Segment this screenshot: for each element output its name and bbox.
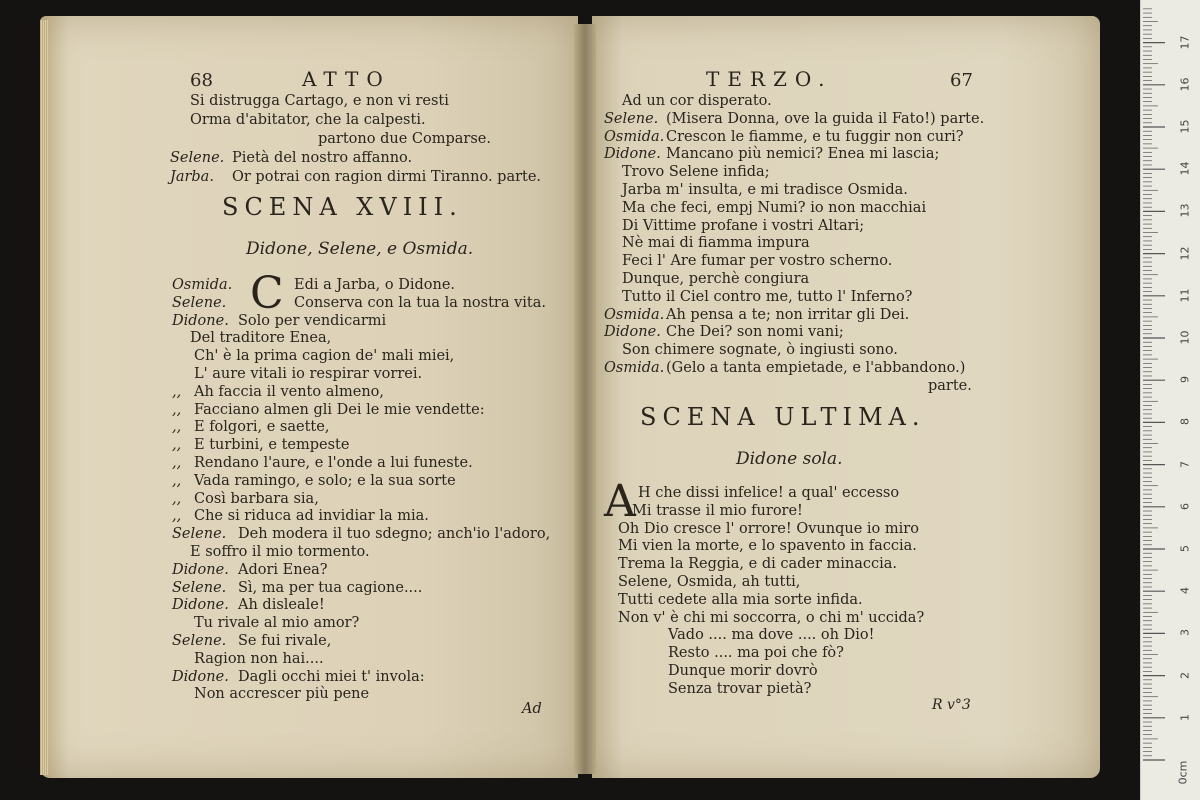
verse-text: Dunque, perchè congiura [622, 271, 810, 287]
speaker-label: ,, [172, 490, 182, 507]
verse-text: Ragion non hai.... [194, 650, 324, 667]
verse-text: Edi a Jarba, o Didone. [294, 277, 456, 293]
cast-list-right: Didone sola. [736, 449, 843, 469]
speaker-label: Didone. [172, 668, 229, 685]
verse-text: Che Dei? son nomi vani; [666, 324, 844, 341]
ruler-label: 11 [1178, 288, 1192, 303]
ruler-label: 12 [1178, 246, 1192, 261]
verse-text: Di Vittime profane i vostri Altari; [622, 217, 865, 234]
running-head-left: ATTO [302, 67, 391, 91]
speaker-label: ,, [172, 472, 182, 489]
monologue-line: Vado .... ma dove .... oh Dio! [668, 627, 875, 644]
verse-text: Se fui rivale, [238, 633, 332, 649]
ruler-label: 2 [1178, 671, 1192, 679]
monologue-line: Oh Dio cresce l' orrore! Ovunque io miro [618, 520, 919, 537]
monologue-line: Trema la Reggia, e di cader minaccia. [618, 556, 898, 573]
ruler-label: 4 [1178, 587, 1192, 595]
speaker-label: Didone. [604, 324, 661, 341]
monologue-line: Non v' è chi mi soccorra, o chi m' uccida? [618, 609, 925, 626]
speaker-label: Osmida. [604, 306, 665, 323]
scene-title-right: SCENA ULTIMA. [640, 403, 926, 431]
verse-text: Crescon le fiamme, e tu fuggir non curi? [666, 128, 964, 145]
verse-text: Ma che feci, empj Numi? io non macchiai [622, 199, 927, 216]
ruler-label: 3 [1178, 629, 1192, 637]
cast-list-left: Didone, Selene, e Osmida. [246, 239, 474, 259]
speaker-label: Selene. [172, 294, 227, 311]
verse-text: E turbini, e tempeste [194, 437, 350, 454]
speaker-label: ,, [172, 401, 182, 418]
page-number-left: 68 [190, 70, 213, 91]
verse-text: Solo per vendicarmi [238, 312, 387, 329]
verse-text: Dagli occhi miei t' invola: [238, 668, 425, 685]
speaker-label: ,, [172, 419, 182, 436]
verse-text: E soffro il mio tormento. [190, 544, 370, 560]
scene-title-left: SCENA XVIII. [222, 193, 463, 221]
verse-text: Jarba m' insulta, e mi tradisce Osmida. [622, 182, 908, 198]
speaker-label: Didone. [172, 312, 229, 329]
verse-text: Pietà del nostro affanno. [232, 150, 413, 166]
verse-text: Ah disleale! [238, 597, 325, 614]
verse-text: Conserva con la tua la nostra vita. [294, 294, 546, 311]
ruler-label: 15 [1178, 119, 1192, 134]
verse-text: Ah faccia il vento almeno, [194, 383, 385, 400]
verse-text: Deh modera il tuo sdegno; anch'io l'adoro, [238, 526, 551, 543]
speaker-label: Selene. [172, 633, 227, 649]
ruler-label: 5 [1178, 545, 1192, 552]
ruler-label: 10 [1178, 330, 1192, 345]
page-edges [40, 20, 48, 775]
monologue-line: Mi vien la morte, e lo spavento in faccia. [618, 538, 917, 555]
catchword: Ad [522, 701, 542, 717]
verse-text: Vada ramingo, e solo; e la sua sorte [194, 472, 456, 489]
verse-text: Feci l' Are fumar per vostro scherno. [622, 253, 893, 270]
verse-text: Ah pensa a te; non irritar gli Dei. [666, 306, 910, 323]
speaker-label: Selene. [172, 526, 227, 543]
verse-text: E folgori, e saette, [194, 419, 330, 436]
verse-text: parte. [928, 377, 972, 394]
speaker-label: ,, [172, 508, 182, 525]
speaker-label: ,, [172, 437, 182, 454]
monologue-line: Tutti cedete alla mia sorte infida. [618, 591, 863, 608]
ruler-label: 9 [1178, 376, 1192, 384]
ruler-label: 8 [1178, 418, 1192, 426]
ruler-label: 16 [1178, 77, 1192, 92]
verse-text: Nè mai di fiamma impura [622, 235, 810, 252]
monologue-line: Senza trovar pietà? [668, 680, 812, 697]
verse-text: Orma d'abitator, che la calpesti. [190, 112, 426, 128]
verse-text: Che si riduca ad invidiar la mia. [194, 508, 429, 525]
verse-text: L' aure vitali io respirar vorrei. [194, 366, 423, 382]
speaker-label: Didone. [172, 597, 229, 614]
verse-text: Tutto il Ciel contro me, tutto l' Inferno? [622, 288, 913, 305]
measuring-ruler [1140, 0, 1200, 800]
verse-text: Son chimere sognate, ò ingiusti sono. [622, 342, 898, 359]
verse-text: (Misera Donna, ove la guida il Fato!) parte. [666, 110, 985, 127]
speaker-label: Didone. [172, 561, 229, 578]
verse-text: partono due Comparse. [318, 131, 491, 147]
ruler-label: 1 [1178, 713, 1192, 721]
verse-text: Rendano l'aure, e l'onde a lui funeste. [194, 455, 473, 471]
verse-text: Così barbara sia, [194, 490, 319, 507]
speaker-label: ,, [172, 455, 182, 471]
verse-text: Si distrugga Cartago, e non vi resti [190, 93, 449, 109]
verse-text: Or potrai con ragion dirmi Tiranno. parte. [232, 169, 542, 185]
page-number-right: 67 [950, 70, 973, 91]
monologue-line: Mi trasse il mio furore! [632, 502, 803, 519]
verse-text: Tu rivale al mio amor? [194, 615, 360, 632]
verse-text: Ad un cor disperato. [622, 93, 772, 109]
ruler-label: 13 [1178, 203, 1192, 218]
speaker-label: Jarba. [170, 169, 214, 185]
speaker-label: Selene. [172, 579, 227, 596]
verse-text: Adori Enea? [238, 561, 328, 578]
verse-text: Trovo Selene infida; [622, 164, 770, 181]
monologue-line: Resto .... ma poi che fò? [668, 645, 844, 662]
ruler-label: 14 [1178, 161, 1192, 176]
speaker-label: Selene. [170, 150, 225, 166]
verse-text: Mancano più nemici? Enea mi lascia; [666, 146, 940, 163]
verse-text: Ch' è la prima cagion de' mali miei, [194, 348, 455, 365]
ruler-label: 7 [1178, 460, 1192, 468]
drop-cap-right: A [604, 476, 636, 527]
monologue-line: H che dissi infelice! a qual' eccesso [638, 485, 900, 501]
speaker-label: Osmida. [172, 277, 233, 293]
running-head-right: TERZO. [706, 67, 833, 91]
ruler-label: 6 [1178, 502, 1192, 510]
speaker-label: Didone. [604, 146, 661, 163]
ruler-unit: 0cm [1176, 760, 1190, 785]
speaker-label: Osmida. [604, 360, 665, 376]
book-gutter [574, 24, 596, 774]
verse-text: Sì, ma per tua cagione.... [238, 579, 423, 596]
speaker-label: ,, [172, 383, 182, 400]
monologue-line: Dunque morir dovrò [668, 663, 818, 679]
drop-cap-left: C [250, 268, 284, 319]
verse-text: (Gelo a tanta empietade, e l'abbandono.) [666, 360, 966, 376]
ruler-label: 17 [1178, 35, 1192, 50]
verse-text: Non accrescer più pene [194, 686, 370, 703]
verse-text: Facciano almen gli Dei le mie vendette: [194, 401, 485, 418]
monologue-line: Selene, Osmida, ah tutti, [618, 574, 801, 590]
verse-text: Del traditore Enea, [190, 330, 332, 347]
speaker-label: Selene. [604, 110, 659, 127]
signature-mark: R v°3 [932, 697, 971, 713]
speaker-label: Osmida. [604, 128, 665, 145]
